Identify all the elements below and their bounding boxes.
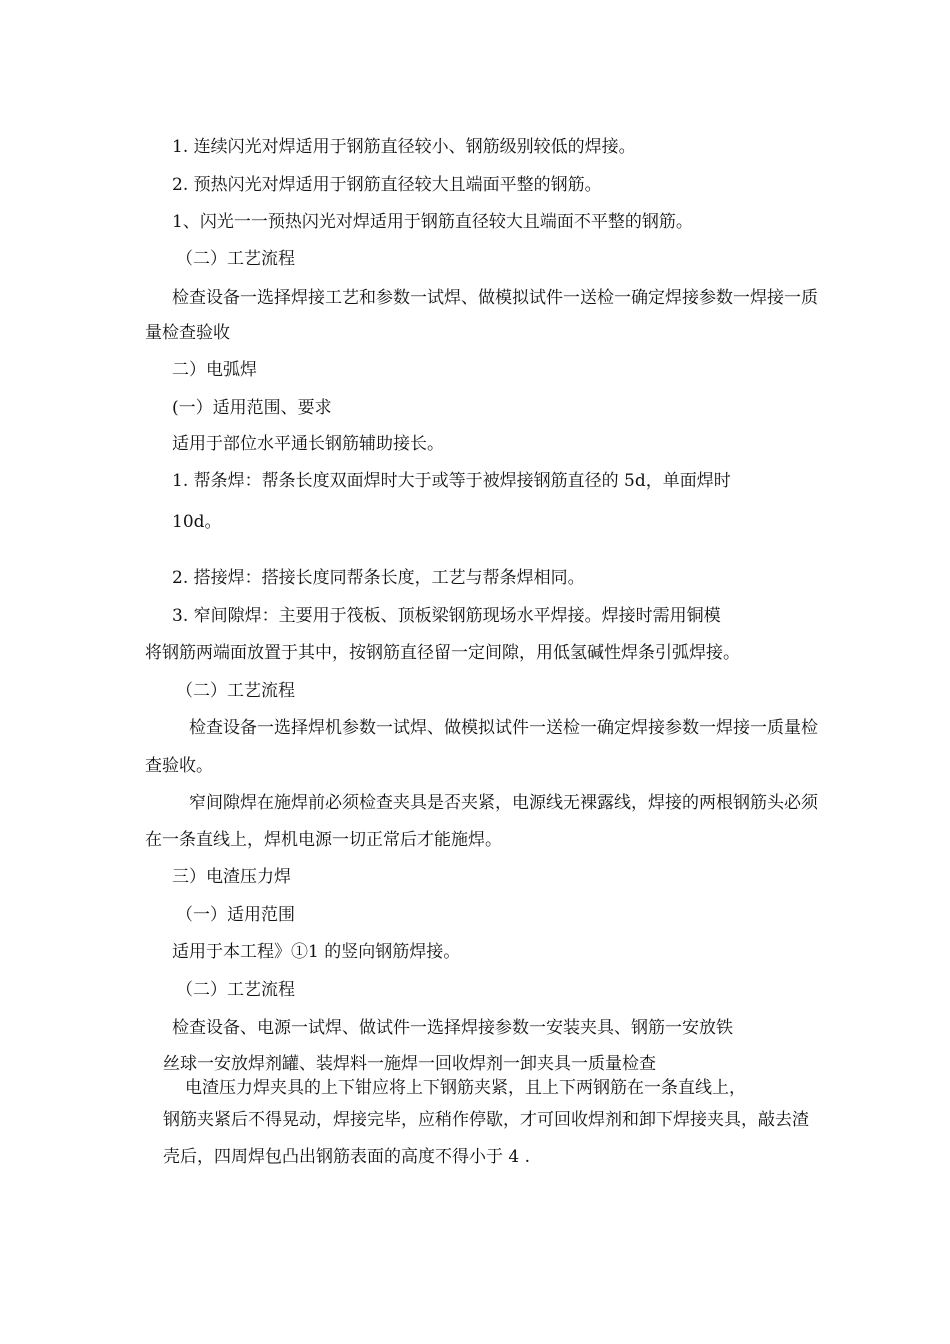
paragraph-line: 电渣压力焊夹具的上下钳应将上下钢筋夹紧，且上下两钢筋在一条直线上， bbox=[185, 1078, 746, 1098]
paragraph-line: 1. 帮条焊：帮条长度双面焊时大于或等于被焊接钢筋直径的 5d，单面焊时 bbox=[172, 471, 731, 491]
paragraph-line: 2. 搭接焊：搭接长度同帮条长度，工艺与帮条焊相同。 bbox=[172, 568, 585, 588]
paragraph-line: 将钢筋两端面放置于其中，按钢筋直径留一定间隙，用低氢碱性焊条引弧焊接。 bbox=[145, 643, 740, 663]
section-heading: 二）电弧焊 bbox=[172, 360, 257, 380]
section-heading: （二）工艺流程 bbox=[176, 980, 295, 1000]
paragraph-line: 检查设备一选择焊机参数一试焊、做模拟试件一送检一确定焊接参数一焊接一质量检 bbox=[189, 718, 818, 738]
paragraph-line: 3. 窄间隙焊：主要用于筏板、顶板梁钢筋现场水平焊接。焊接时需用铜模 bbox=[172, 606, 721, 626]
paragraph-line: 量检查验收 bbox=[145, 323, 230, 343]
paragraph-line: 丝球一安放焊剂罐、装焊料一施焊一回收焊剂一卸夹具一质量检查 bbox=[163, 1054, 656, 1074]
paragraph-line: 1. 连续闪光对焊适用于钢筋直径较小、钢筋级别较低的焊接。 bbox=[172, 137, 636, 157]
paragraph-line: 查验收。 bbox=[145, 756, 213, 776]
section-heading: （二）工艺流程 bbox=[176, 681, 295, 701]
paragraph-line: 检查设备、电源一试焊、做试件一选择焊接参数一安装夹具、钢筋一安放铁 bbox=[172, 1018, 733, 1038]
section-heading: (一）适用范围、要求 bbox=[172, 398, 332, 418]
paragraph-line: 钢筋夹紧后不得晃动，焊接完毕，应稍作停歇，才可回收焊剂和卸下焊接夹具，敲去渣 bbox=[163, 1110, 809, 1130]
paragraph-line: 适用于本工程》①1 的竖向钢筋焊接。 bbox=[172, 942, 461, 962]
paragraph-line: 2. 预热闪光对焊适用于钢筋直径较大且端面平整的钢筋。 bbox=[172, 175, 602, 195]
paragraph-line: 窄间隙焊在施焊前必须检查夹具是否夹紧，电源线无裸露线，焊接的两根钢筋头必须 bbox=[189, 793, 818, 813]
section-heading: （二）工艺流程 bbox=[176, 249, 295, 269]
paragraph-line: 10d。 bbox=[172, 512, 222, 532]
paragraph-line: 壳后，四周焊包凸出钢筋表面的高度不得小于 4 . bbox=[163, 1147, 531, 1167]
paragraph-line: 检查设备一选择焊接工艺和参数一试焊、做模拟试件一送检一确定焊接参数一焊接一质 bbox=[172, 288, 818, 308]
paragraph-line: 1、闪光一一预热闪光对焊适用于钢筋直径较大且端面不平整的钢筋。 bbox=[172, 212, 693, 232]
paragraph-line: 适用于部位水平通长钢筋辅助接长。 bbox=[172, 434, 444, 454]
paragraph-line: 在一条直线上，焊机电源一切正常后才能施焊。 bbox=[145, 830, 502, 850]
section-heading: 三）电渣压力焊 bbox=[172, 867, 291, 887]
section-heading: （一）适用范围 bbox=[176, 905, 295, 925]
